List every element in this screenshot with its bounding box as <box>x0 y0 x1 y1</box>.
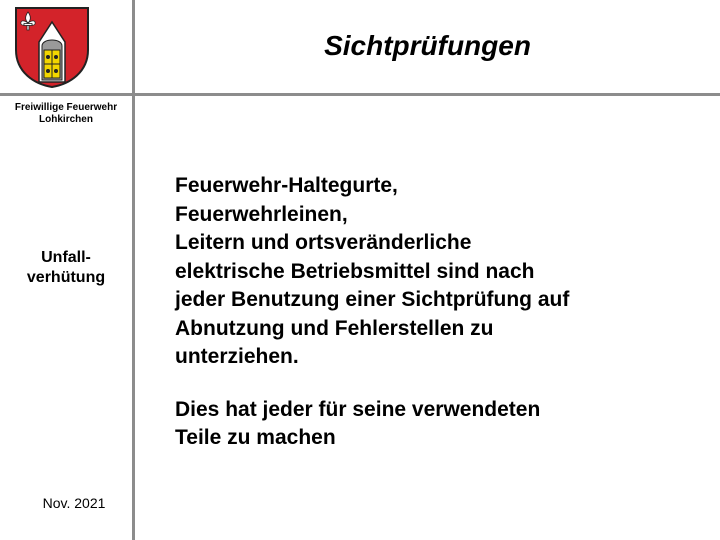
topic-line: verhütung <box>26 269 106 286</box>
organization-line: Freiwillige Feuerwehr <box>14 102 118 113</box>
body-line: unterziehen. <box>175 345 299 368</box>
organization-name <box>0 102 132 126</box>
body-line: Feuerwehrleinen, <box>175 202 348 226</box>
slide-title: Sichtprüfungen <box>324 30 531 61</box>
organization-line: Lohkirchen <box>39 114 93 125</box>
body-line: Leitern und ortsveränderliche <box>175 231 472 254</box>
vertical-divider <box>132 0 135 540</box>
body-line: Teile zu machen <box>175 426 336 449</box>
body-line: jeder Benutzung einer Sichtprüfung auf <box>175 288 570 311</box>
body-line: Dies hat jeder für seine verwendeten <box>175 397 541 421</box>
topic-line: Unfall- <box>41 249 91 266</box>
date-label: Nov. 2021 <box>42 495 106 511</box>
horizontal-divider <box>0 93 720 96</box>
topic-label <box>0 248 132 288</box>
body-line: elektrische Betriebsmittel sind nach <box>175 259 535 283</box>
slide-body <box>175 172 715 453</box>
paragraph-inspection-rule <box>175 172 715 372</box>
paragraph-responsibility <box>175 396 715 453</box>
coat-of-arms-icon <box>14 6 90 88</box>
body-line: Abnutzung und Fehlerstellen zu <box>175 316 494 340</box>
body-line: Feuerwehr-Haltegurte, <box>175 174 398 197</box>
